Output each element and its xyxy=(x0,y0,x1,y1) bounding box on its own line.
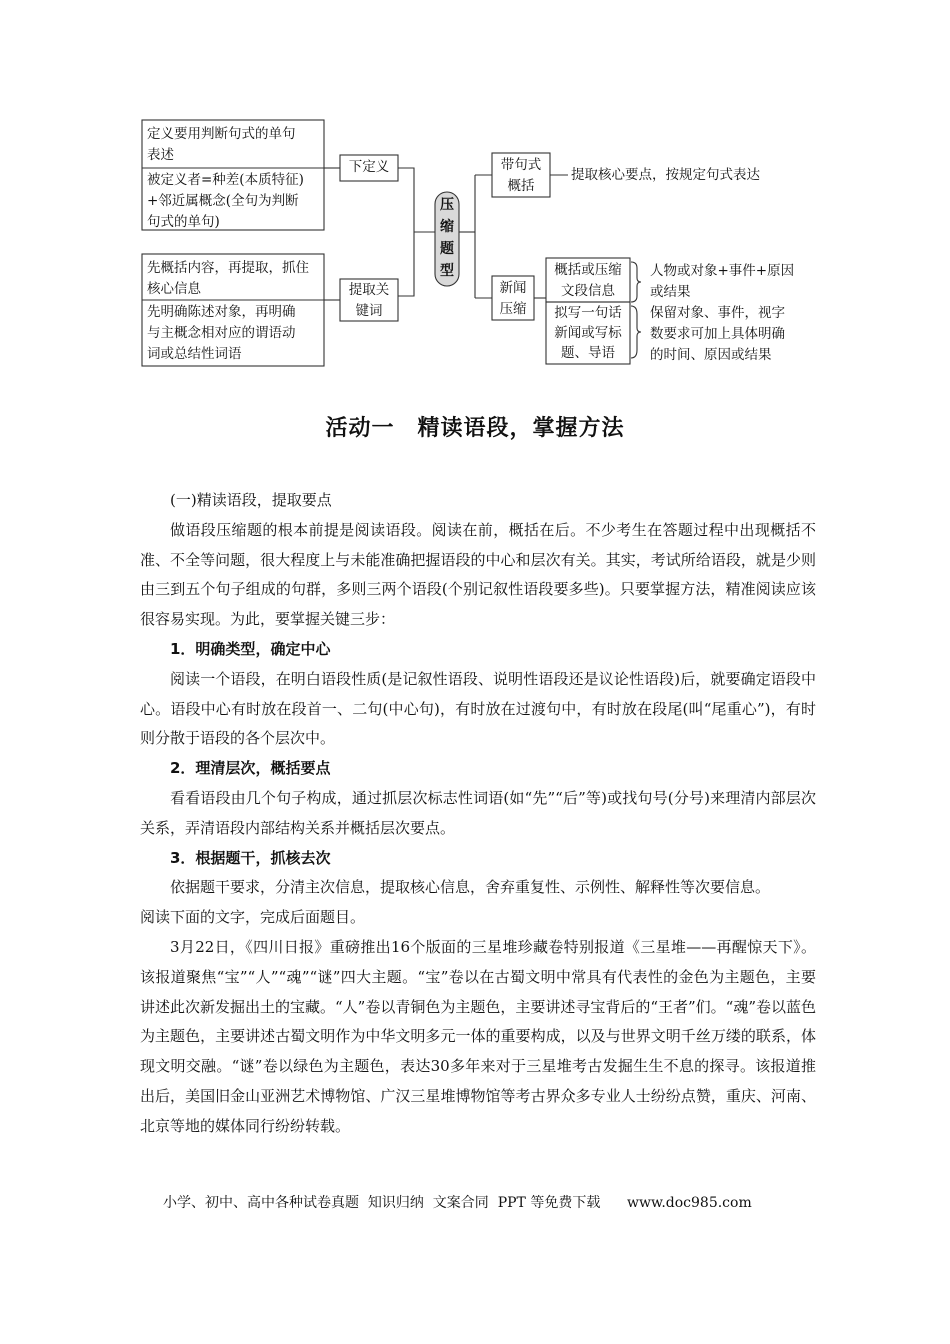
paragraph: 依据题干要求，分清主次信息，提取核心信息，舍弃重复性、示例性、解释性等次要信息。 xyxy=(170,878,771,897)
news-sub2-desc xyxy=(650,303,785,366)
text-line: 句式的单句) xyxy=(147,214,220,230)
section-title: 活动一 精读语段，掌握方法 xyxy=(325,416,625,441)
text-line: 词或总结性词语 xyxy=(147,346,242,362)
text-line: 概括或压缩 xyxy=(554,262,622,278)
paragraph: 看看语段由几个句子构成，通过抓层次标志性词语(如“先”“后”等)或找句号(分号)来理清内部层次关系，弄清语段内部结构关系并概括层次要点。 xyxy=(140,788,816,837)
paragraph: 做语段压缩题的根本前提是阅读语段。阅读在前，概括在后。不少考生在答题过程中出现概括不准、不全等问题，很大程度上与未能准确把握语段的中心和层次有关。其实，考试所给语段，就是少则由三到五个句子组成的句群，多则三两个语段(个别记叙性语段要多些)。只要掌握方法，精准阅读应该很容易实现。为此，要掌握关键三步： xyxy=(140,520,816,629)
text-line: 型 xyxy=(440,263,454,279)
text-line: 定义要用判断句式的单句 xyxy=(147,126,296,142)
text-line: +邻近属概念(全句为判断 xyxy=(147,193,299,209)
text-line: 保留对象、事件，视字 xyxy=(650,305,785,321)
text-line: 文段信息 xyxy=(561,283,615,299)
text-line: 的时间、原因或结果 xyxy=(650,347,772,363)
text-line: 被定义者=种差(本质特征) xyxy=(147,172,304,188)
text-line: 与主概念相对应的谓语动 xyxy=(147,325,296,341)
news-node-label xyxy=(492,278,534,320)
text-line: 表述 xyxy=(147,147,174,163)
text-line: 题、导语 xyxy=(561,345,615,361)
text-line: 核心信息 xyxy=(147,281,201,297)
left-box2-text xyxy=(147,170,323,233)
text-line: 先概括内容，再提取，抓住 xyxy=(147,260,309,276)
text-line: 提取关 xyxy=(348,282,390,298)
text-line: 题 xyxy=(440,241,454,257)
extract-node-label xyxy=(340,280,398,322)
text-line: 带句式 xyxy=(500,157,542,173)
left-box3-text xyxy=(147,258,323,300)
center-node-label xyxy=(435,194,459,282)
news-sub2-label xyxy=(546,303,630,363)
paragraph: 阅读下面的文字，完成后面题目。 xyxy=(140,908,366,927)
text-line: 概括 xyxy=(507,178,535,194)
text-line: 键词 xyxy=(355,303,383,319)
left-box1-text xyxy=(147,124,323,166)
text-line: 压缩 xyxy=(499,301,527,317)
text-line: 新闻 xyxy=(499,280,527,296)
body-text xyxy=(140,486,816,1142)
text-line: 或结果 xyxy=(650,284,691,300)
paragraph: 3月22日，《四川日报》重磅推出16个版面的三星堆珍藏卷特别报道《三星堆——再醒惊天下》。该报道聚焦“宝”“人”“魂”“谜”四大主题。“宝”卷以在古蜀文明中常具有代表性的金色为主题色，主要讲述此次新发掘出土的宝藏。“人”卷以青铜色为主题色，主要讲述寻宝背后的“王者”们。“魂”卷以蓝色为主题色，主要讲述古蜀文明作为中华文明多元一体的重要构成，以及与世界文明千丝万缕的联系，体现文明交融。“谜”卷以绿色为主题色，表达30多年来对于三星堆考古发掘生生不息的探寻。该报道推出后，美国旧金山亚洲艺术博物馆、广汉三星堆博物馆等考古界众多专业人士纷纷点赞，重庆、河南、北京等地的媒体同行纷纷转载。 xyxy=(140,937,817,1135)
left-box4-text xyxy=(147,302,323,365)
text-line: 人物或对象+事件+原因 xyxy=(650,263,795,279)
news-sub1-label xyxy=(546,260,630,302)
paragraph: 阅读一个语段，在明白语段性质(是记叙性语段、说明性语段还是议论性语段)后，就要确定语段中心。语段中心有时放在段首一、二句(中心句)，有时放在过渡句中，有时放在段尾(叫“尾重心”)，有时则分散于语段的各个层次中。 xyxy=(140,669,816,748)
format-desc: 提取核心要点，按规定句式表达 xyxy=(571,167,760,183)
text-line: 先明确陈述对象，再明确 xyxy=(147,304,296,320)
footer: 小学、初中、高中各种试卷真题 知识归纳 文案合同 PPT 等免费下载 www.doc985.com xyxy=(163,1195,752,1211)
text-line: 压 xyxy=(440,197,454,213)
text-line: 新闻或写标 xyxy=(554,325,622,341)
mind-map xyxy=(0,0,950,380)
text-line: 拟写一句话 xyxy=(554,305,622,321)
step-heading: 2．理清层次，概括要点 xyxy=(170,759,331,778)
paragraph: (一)精读语段，提取要点 xyxy=(170,491,332,509)
format-node-label xyxy=(492,155,550,197)
step-heading: 3．根据题干，抓核去次 xyxy=(170,848,331,867)
text-line: 数要求可加上具体明确 xyxy=(650,326,785,342)
news-sub1-desc xyxy=(650,261,794,303)
step-heading: 1．明确类型，确定中心 xyxy=(170,639,331,658)
define-node-label: 下定义 xyxy=(348,159,390,175)
text-line: 缩 xyxy=(440,219,454,235)
